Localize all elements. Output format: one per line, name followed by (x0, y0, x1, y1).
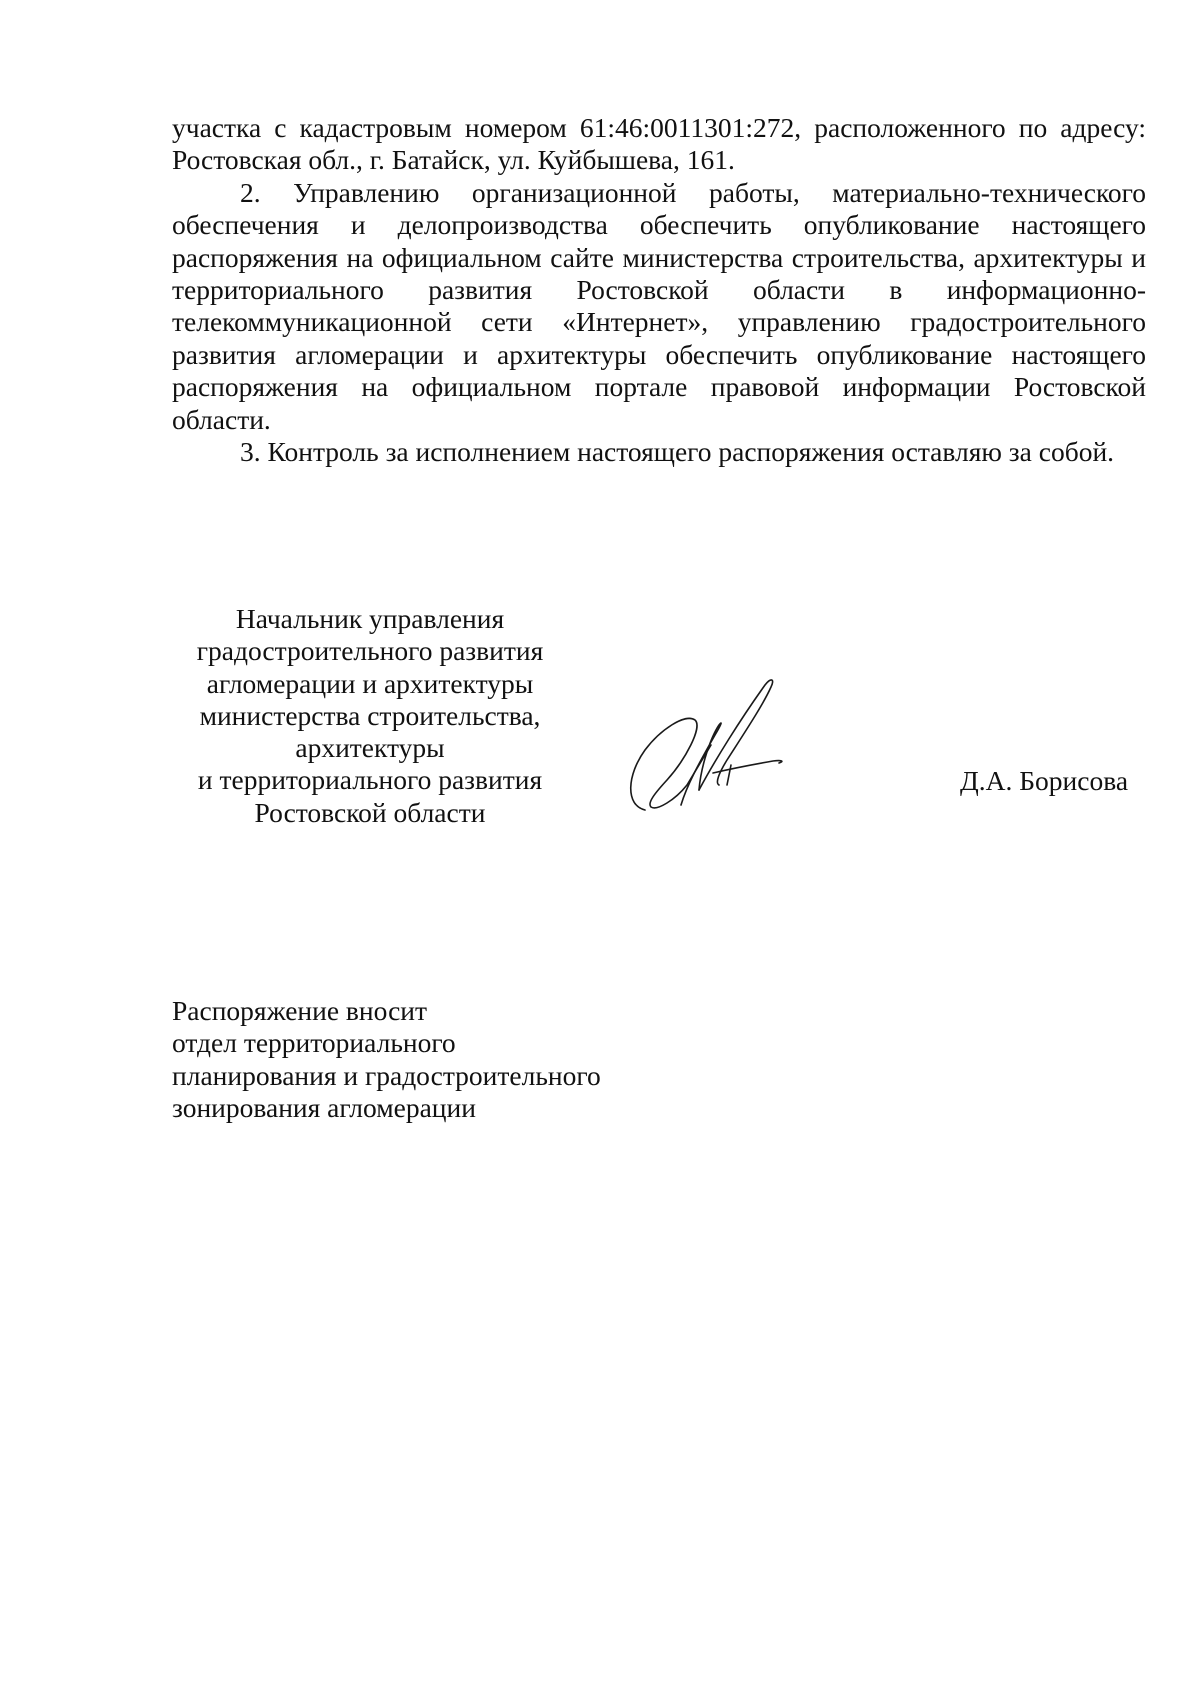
signatory-title-line: архитектуры (295, 732, 445, 764)
signatory-title-line: министерства строительства, (199, 699, 541, 731)
paragraph-2: 2. Управлению организационной работы, материально-технического обеспечения и делопроизводства обеспечить опубликование настоящего распоряжения на официальном сайте министерства строительства, архитектуры и территориального развития Ростовской области в информационно-телекоммуникационной сети «Интернет», управлению градостроительного развития агломерации и архитектуры обеспечить опубликование настоящего распоряжения на официальном портале правовой информации Ростовской области. (172, 176, 1146, 435)
signatory-title-line: градостроительного развития (196, 635, 544, 667)
signer-name: Д.А. Борисова (960, 765, 1129, 796)
signatory-title-line: Ростовской области (254, 796, 486, 828)
origin-note-line: планирования и градостроительного (172, 1059, 601, 1091)
origin-note-line: зонирования агломерации (172, 1092, 476, 1124)
origin-note-line: Распоряжение вносит (172, 995, 428, 1026)
origin-note-line: отдел территориального (172, 1027, 456, 1059)
signatory-title-block (170, 603, 570, 829)
signatory-title-line: агломерации и архитектуры (206, 667, 534, 699)
paragraph-1: участка с кадастровым номером 61:46:0011301:272, расположенного по адресу: Ростовская обл., г. Батайск, ул. Куйбышева, 161. (172, 112, 1146, 176)
handwritten-signature-icon (615, 665, 800, 815)
origin-note (172, 995, 601, 1125)
signatory-title-line: Начальник управления (235, 603, 505, 634)
document-body (172, 112, 1146, 468)
signatory-title-line: и территориального развития (197, 764, 543, 796)
paragraph-3: 3. Контроль за исполнением настоящего распоряжения оставляю за собой. (240, 436, 1115, 468)
